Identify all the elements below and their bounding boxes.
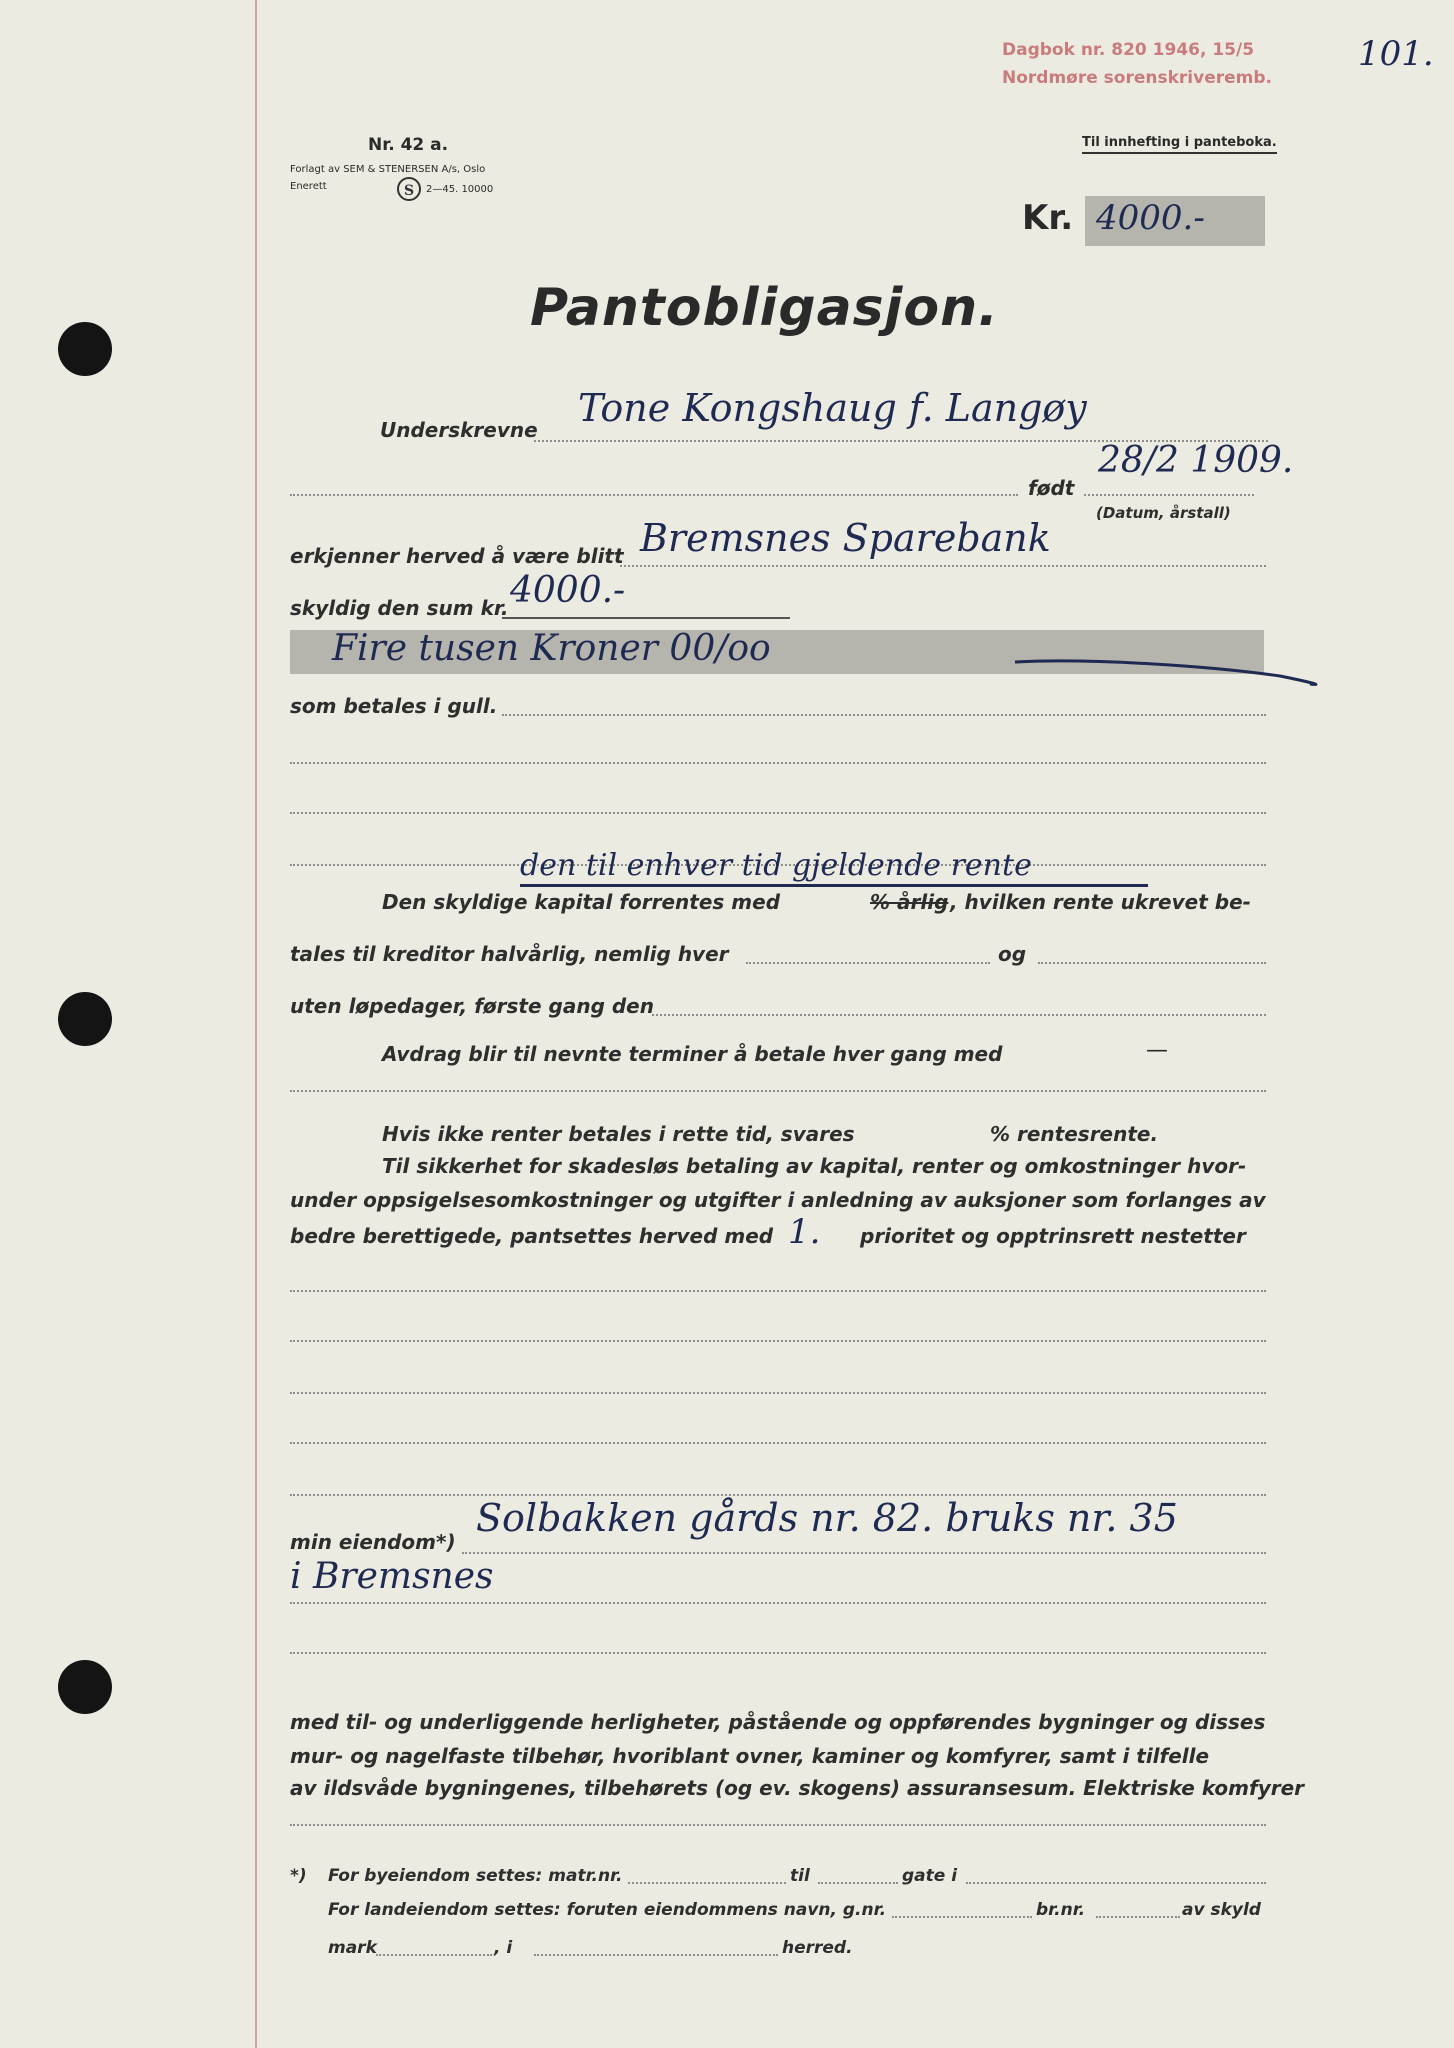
hvis-text-b: % rentesrente. — [990, 1122, 1159, 1146]
eiendom-line-2 — [290, 1602, 1266, 1604]
sikkerhet-line3-b: prioritet og opptrinsrett nestetter — [860, 1224, 1246, 1248]
amount-value: 4000.- — [1096, 198, 1205, 238]
footnote-dots-3 — [966, 1882, 1266, 1884]
rente-line3: uten løpedager, første gang den — [290, 994, 654, 1018]
eiendom-label: min eiendom*) — [290, 1530, 456, 1554]
footnote-line3-a: mark — [328, 1938, 377, 1958]
dagbok-stamp: Dagbok nr. 820 1946, 15/5 — [1002, 40, 1255, 60]
svg-text:S: S — [404, 183, 415, 199]
rente-insert-underline — [520, 884, 1148, 887]
skyldig-label: skyldig den sum kr. — [290, 596, 509, 620]
rente-line2-a: tales til kreditor halvårlig, nemlig hver — [290, 942, 729, 966]
rente-line1-b: , hvilken rente ukrevet be- — [950, 890, 1251, 914]
underskrevne-line-2 — [290, 494, 1018, 496]
blank-line-2 — [290, 812, 1266, 814]
footnote-line2-c: av skyld — [1182, 1900, 1261, 1920]
punch-hole-bottom — [58, 1660, 112, 1714]
skyldig-value: 4000.- — [510, 570, 626, 611]
form-number: Nr. 42 a. — [368, 135, 449, 155]
footnote-line1-b: til — [790, 1866, 810, 1886]
publisher-line: Forlagt av SEM & STENERSEN A/s, Oslo — [290, 164, 486, 175]
hvis-text-a: Hvis ikke renter betales i rette tid, svares — [382, 1122, 855, 1146]
blank-line-10 — [290, 1824, 1266, 1826]
fodt-label: født — [1028, 476, 1075, 500]
rente-line2-dots-1 — [746, 962, 990, 964]
rente-line1-a: Den skyldige kapital forrentes med — [382, 890, 781, 914]
rente-insert: den til enhver tid gjeldende rente — [520, 848, 1032, 883]
blank-line-7 — [290, 1442, 1266, 1444]
creditor-value: Bremsnes Sparebank — [640, 516, 1051, 560]
footnote-line2-b: br.nr. — [1036, 1900, 1086, 1920]
blank-line-1 — [290, 762, 1266, 764]
fodt-value: 28/2 1909. — [1098, 440, 1294, 481]
punch-hole-top — [58, 322, 112, 376]
publisher-logo-icon — [396, 176, 422, 202]
sikkerhet-line2: under oppsigelsesomkostninger og utgifter i anledning av auksjoner som forlanges av — [290, 1188, 1266, 1212]
sum-words-value: Fire tusen Kroner 00/oo — [332, 628, 771, 669]
footnote-line3-b: , i — [494, 1938, 513, 1958]
fodt-line — [1084, 494, 1254, 496]
underskrevne-value: Tone Kongshaug f. Langøy — [578, 386, 1087, 430]
avdrag-label: Avdrag blir til nevnte terminer å betale hver gang med — [382, 1042, 1003, 1066]
rente-line2-dots-2 — [1038, 962, 1266, 964]
footnote-dots-6 — [376, 1954, 492, 1956]
footnote-marker: *) — [290, 1866, 307, 1886]
gull-label: som betales i gull. — [290, 694, 498, 718]
footnote-line1-c: gate i — [902, 1866, 958, 1886]
footnote-dots-5 — [1096, 1916, 1180, 1918]
skyldig-underline — [502, 617, 790, 619]
rights-line: Enerett — [290, 181, 327, 192]
erkjenner-line — [620, 565, 1266, 567]
footnote-dots-7 — [534, 1954, 778, 1956]
blank-line-5 — [290, 1340, 1266, 1342]
punch-hole-middle — [58, 992, 112, 1046]
footnote-line3-c: herred. — [782, 1938, 853, 1958]
footnote-line2-a: For landeiendom settes: foruten eiendommens navn, g.nr. — [328, 1900, 887, 1920]
binding-note: Til innhefting i panteboka. — [1082, 135, 1277, 154]
sikkerhet-line1: Til sikkerhet for skadesløs betaling av kapital, renter og omkostninger hvor- — [382, 1154, 1247, 1178]
amount-label: Kr. — [1022, 198, 1074, 238]
tail-line3: av ildsvåde bygningenes, tilbehørets (og ev. skogens) assuransesum. Elektriske komfyrer — [290, 1776, 1305, 1800]
blank-line-9 — [290, 1652, 1266, 1654]
avdrag-line — [290, 1090, 1266, 1092]
tail-line1: med til- og underliggende herligheter, påstående og oppførendes bygninger og disses — [290, 1710, 1266, 1734]
eiendom-line-1 — [462, 1552, 1266, 1554]
rente-percent: % årlig — [870, 890, 949, 914]
page-number: 101. — [1358, 34, 1434, 74]
blank-line-4 — [290, 1290, 1266, 1292]
underskrevne-label: Underskrevne — [380, 418, 538, 442]
fodt-hint: (Datum, årstall) — [1096, 504, 1231, 522]
rente-line3-dots — [652, 1014, 1266, 1016]
priority-value: 1. — [788, 1212, 821, 1252]
rente-line2-b: og — [998, 942, 1027, 966]
blank-line-6 — [290, 1392, 1266, 1394]
eiendom-value-2: i Bremsnes — [290, 1556, 494, 1597]
footnote-dots-1 — [628, 1882, 786, 1884]
footnote-dots-4 — [892, 1916, 1032, 1918]
sikkerhet-line3-a: bedre berettigede, pantsettes herved med — [290, 1224, 774, 1248]
footnote-dots-2 — [818, 1882, 898, 1884]
avdrag-value: — — [1146, 1038, 1168, 1063]
document-title: Pantobligasjon. — [530, 278, 999, 338]
margin-rule — [255, 0, 257, 2048]
eiendom-value-1: Solbakken gårds nr. 82. bruks nr. 35 — [476, 1496, 1178, 1540]
print-code: 2—45. 10000 — [426, 184, 494, 195]
court-stamp: Nordmøre sorenskriveremb. — [1002, 68, 1272, 88]
sum-flourish — [1010, 640, 1330, 690]
gull-line — [502, 714, 1266, 716]
tail-line2: mur- og nagelfaste tilbehør, hvoriblant ovner, kaminer og komfyrer, samt i tilfelle — [290, 1744, 1210, 1768]
erkjenner-label: erkjenner herved å være blitt — [290, 544, 624, 568]
footnote-line1-a: For byeiendom settes: matr.nr. — [328, 1866, 623, 1886]
